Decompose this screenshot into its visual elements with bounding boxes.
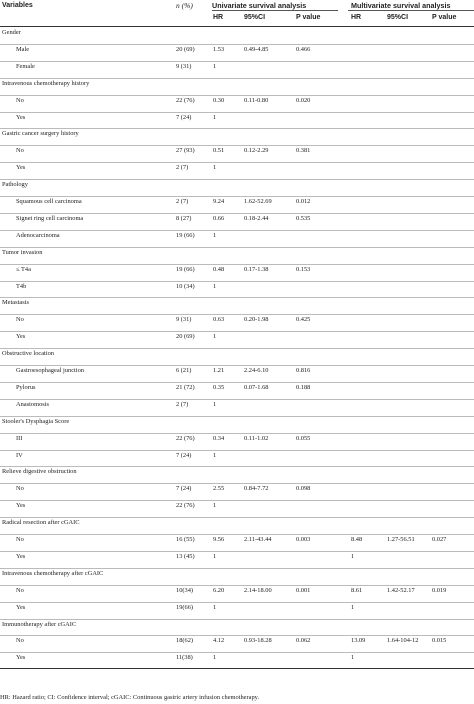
cell-n-pct: 11(38) — [176, 654, 193, 662]
cell-uni-hr: 9.56 — [213, 536, 225, 543]
row-separator — [0, 635, 474, 636]
cell-uni-ci: 0.49-4.85 — [244, 45, 269, 53]
cell-uni-hr: 0.48 — [213, 265, 225, 273]
cell-multi-ci: 1.42-52.17 — [387, 586, 415, 594]
header-uni-p: P value — [296, 14, 321, 21]
row-label: Squamous cell carcinoma — [16, 198, 82, 205]
table-footnote: HR: Hazard ratio; CI: Confidence interval; cGAIC: Continuous gastric artery infusion chemotherapy. — [0, 694, 260, 701]
cell-multi-ci: 1.64-104-12 — [387, 637, 419, 645]
cell-uni-ci: 1.62-52.69 — [244, 198, 272, 205]
row-label: ≤ T4a — [16, 265, 31, 273]
row-separator — [0, 382, 474, 383]
row-separator — [0, 162, 474, 163]
row-separator — [0, 433, 474, 434]
row-separator — [0, 399, 474, 400]
cell-n-pct: 6 (21) — [176, 367, 192, 374]
group-label: Relieve digestive obstruction — [2, 468, 77, 476]
row-label: Yes — [16, 552, 26, 560]
cell-uni-ci: 0.17-1.38 — [244, 265, 269, 273]
cell-uni-ci: 0.20-1.98 — [244, 316, 269, 324]
cell-n-pct: 22 (76) — [176, 434, 195, 442]
cell-multi-p: 0.015 — [432, 637, 447, 645]
cell-uni-hr: 1 — [213, 552, 217, 560]
row-label: Male — [16, 45, 30, 53]
row-separator — [0, 145, 474, 146]
header-n-pct: n (%) — [176, 1, 193, 10]
cell-uni-hr: 1 — [213, 502, 217, 510]
cell-uni-hr: 1 — [213, 164, 217, 172]
cell-n-pct: 7 (24) — [176, 113, 192, 121]
cell-uni-ci: 2.14-18.00 — [244, 586, 272, 594]
cell-multi-ci: 1.27-56.51 — [387, 536, 415, 543]
row-label: No — [16, 536, 24, 543]
group-label: Intravenous chemotherapy after cGAIC — [2, 569, 104, 577]
cell-n-pct: 7 (24) — [176, 451, 192, 459]
cell-n-pct: 18(62) — [176, 637, 194, 645]
group-label: Gender — [2, 29, 21, 36]
cell-uni-ci: 0.11-0.80 — [244, 96, 269, 104]
cell-multi-hr: 8.61 — [351, 586, 363, 594]
row-separator — [0, 551, 474, 552]
group-label: Intravenous chemotherapy history — [2, 79, 90, 87]
cell-uni-hr: 0.35 — [213, 383, 225, 391]
cell-uni-hr: 1 — [213, 231, 217, 239]
row-separator — [0, 619, 474, 620]
multivariate-underline — [348, 10, 474, 11]
group-label: Metastasis — [2, 299, 29, 307]
cell-uni-hr: 0.34 — [213, 434, 225, 442]
group-label: Tumor invasion — [2, 248, 43, 256]
cell-uni-hr: 1.21 — [213, 367, 225, 374]
row-label: Yes — [16, 333, 26, 341]
row-label: Gastroesophageal junction — [16, 367, 84, 374]
cell-uni-p: 0.425 — [296, 316, 311, 324]
cell-uni-hr: 0.66 — [213, 214, 225, 222]
header-multi-p: P value — [432, 14, 457, 21]
group-label: Radical resection after cGAIC — [2, 519, 80, 527]
header-bottom-rule — [0, 26, 474, 27]
row-label: No — [16, 485, 24, 493]
cell-uni-hr: 2.55 — [213, 485, 225, 493]
cell-n-pct: 19(66) — [176, 603, 194, 611]
cell-n-pct: 19 (66) — [176, 265, 195, 273]
header-multi-ci: 95%CI — [387, 14, 409, 21]
row-label: IV — [16, 451, 23, 459]
cell-uni-ci: 0.07-1.68 — [244, 383, 269, 391]
row-separator — [0, 247, 474, 248]
row-label: Yes — [16, 603, 26, 611]
row-separator — [0, 652, 474, 653]
cell-uni-ci: 0.11-1.02 — [244, 434, 269, 442]
cell-n-pct: 10 (34) — [176, 282, 195, 290]
cell-uni-p: 0.003 — [296, 536, 311, 543]
group-label: Stooler's Dysphagia Score — [2, 417, 70, 425]
cell-uni-p: 0.535 — [296, 214, 311, 222]
row-label: Anastomosis — [16, 400, 50, 408]
cell-uni-hr: 1.53 — [213, 45, 225, 53]
header-variables: Variables — [2, 2, 33, 9]
row-separator — [0, 517, 474, 518]
cell-uni-hr: 9.24 — [213, 198, 225, 205]
cell-uni-p: 0.381 — [296, 147, 311, 155]
row-separator — [0, 196, 474, 197]
cell-uni-hr: 1 — [213, 400, 217, 408]
group-label: Obstructive location — [2, 350, 54, 358]
cell-multi-hr: 1 — [351, 654, 355, 662]
row-label: Pylorus — [16, 383, 36, 391]
row-label: No — [16, 316, 24, 324]
cell-uni-hr: 1 — [213, 333, 217, 341]
row-separator — [0, 230, 474, 231]
row-separator — [0, 500, 474, 501]
header-uni-ci: 95%CI — [244, 14, 266, 21]
cell-uni-p: 0.466 — [296, 45, 311, 53]
row-separator — [0, 264, 474, 265]
row-separator — [0, 297, 474, 298]
row-separator — [0, 483, 474, 484]
row-label: Yes — [16, 113, 26, 121]
cell-uni-hr: 1 — [213, 451, 217, 459]
cell-uni-hr: 1 — [213, 113, 217, 121]
row-separator — [0, 348, 474, 349]
header-multi-hr: HR — [351, 14, 362, 21]
cell-multi-p: 0.019 — [432, 586, 447, 594]
cell-n-pct: 2 (7) — [176, 164, 189, 172]
row-label: Adenocarcinoma — [16, 231, 60, 239]
row-label: No — [16, 586, 24, 594]
cell-n-pct: 8 (27) — [176, 214, 192, 222]
cell-n-pct: 20 (69) — [176, 45, 195, 53]
group-label: Gastric cancer surgery history — [2, 130, 79, 138]
row-separator — [0, 450, 474, 451]
cell-n-pct: 22 (76) — [176, 502, 195, 510]
table-bottom-rule — [0, 668, 474, 669]
group-label: Immunotherapy after cGAIC — [2, 620, 77, 628]
row-separator — [0, 112, 474, 113]
cell-uni-ci: 0.12-2.29 — [244, 147, 269, 155]
cell-n-pct: 7 (24) — [176, 485, 192, 493]
cell-uni-hr: 1 — [213, 654, 217, 662]
cell-n-pct: 22 (76) — [176, 96, 195, 104]
row-label: No — [16, 147, 24, 155]
cell-uni-ci: 0.84-7.72 — [244, 485, 269, 493]
cell-multi-hr: 13.09 — [351, 637, 366, 645]
cell-uni-p: 0.012 — [296, 198, 311, 205]
cell-uni-hr: 6.20 — [213, 586, 225, 594]
cell-uni-p: 0.098 — [296, 485, 311, 493]
row-separator — [0, 281, 474, 282]
cell-multi-hr: 8.48 — [351, 536, 363, 543]
cell-uni-ci: 0.93-18.28 — [244, 637, 272, 645]
cell-uni-hr: 1 — [213, 603, 217, 611]
cell-uni-ci: 2.24-6.10 — [244, 367, 269, 374]
row-label: Signet ring cell carcinoma — [16, 214, 84, 222]
row-separator — [0, 314, 474, 315]
row-separator — [0, 416, 474, 417]
cell-uni-p: 0.816 — [296, 367, 311, 374]
cell-n-pct: 13 (45) — [176, 552, 195, 560]
group-label: Pathology — [2, 181, 28, 189]
cell-multi-hr: 1 — [351, 603, 355, 611]
row-label: III — [16, 434, 23, 442]
cell-uni-p: 0.020 — [296, 96, 311, 104]
row-separator — [0, 568, 474, 569]
cell-multi-p: 0.027 — [432, 536, 447, 543]
cell-n-pct: 21 (72) — [176, 383, 195, 391]
row-label: Yes — [16, 654, 26, 662]
row-label: T4b — [16, 282, 27, 290]
cell-n-pct: 2 (7) — [176, 198, 189, 205]
row-separator — [0, 78, 474, 79]
cell-n-pct: 9 (31) — [176, 62, 192, 70]
row-separator — [0, 466, 474, 467]
cell-n-pct: 20 (69) — [176, 333, 195, 341]
row-separator — [0, 585, 474, 586]
header-univariate: Univariate survival analysis — [212, 1, 307, 10]
cell-uni-p: 0.153 — [296, 265, 311, 273]
row-separator — [0, 602, 474, 603]
cell-uni-p: 0.062 — [296, 637, 311, 645]
row-separator — [0, 534, 474, 535]
cell-uni-hr: 0.63 — [213, 316, 225, 324]
row-separator — [0, 95, 474, 96]
cell-n-pct: 2 (7) — [176, 400, 189, 408]
cell-n-pct: 10(34) — [176, 586, 194, 594]
row-label: Yes — [16, 164, 26, 172]
cell-uni-hr: 0.51 — [213, 147, 225, 155]
row-separator — [0, 213, 474, 214]
row-label: Female — [16, 62, 35, 70]
cell-uni-ci: 0.18-2.44 — [244, 214, 269, 222]
cell-multi-hr: 1 — [351, 552, 355, 560]
header-uni-hr: HR — [213, 14, 224, 21]
row-separator — [0, 365, 474, 366]
row-separator — [0, 128, 474, 129]
cell-uni-p: 0.055 — [296, 434, 311, 442]
row-label: No — [16, 96, 24, 104]
cell-uni-hr: 1 — [213, 62, 217, 70]
cell-uni-hr: 4.12 — [213, 637, 225, 645]
row-separator — [0, 61, 474, 62]
row-label: No — [16, 637, 24, 645]
cell-uni-p: 0.001 — [296, 586, 311, 594]
cell-uni-p: 0.188 — [296, 383, 311, 391]
row-label: Yes — [16, 502, 26, 510]
cell-n-pct: 16 (55) — [176, 536, 195, 543]
header-multivariate: Multivariate survival analysis — [351, 1, 451, 10]
row-separator — [0, 179, 474, 180]
cell-uni-ci: 2.11-43.44 — [244, 536, 272, 543]
cell-uni-hr: 1 — [213, 282, 217, 290]
row-separator — [0, 331, 474, 332]
univariate-underline — [212, 10, 338, 11]
cell-n-pct: 19 (66) — [176, 231, 195, 239]
cell-n-pct: 9 (31) — [176, 316, 192, 324]
row-separator — [0, 44, 474, 45]
cell-n-pct: 27 (93) — [176, 147, 195, 155]
cell-uni-hr: 0.30 — [213, 96, 225, 104]
